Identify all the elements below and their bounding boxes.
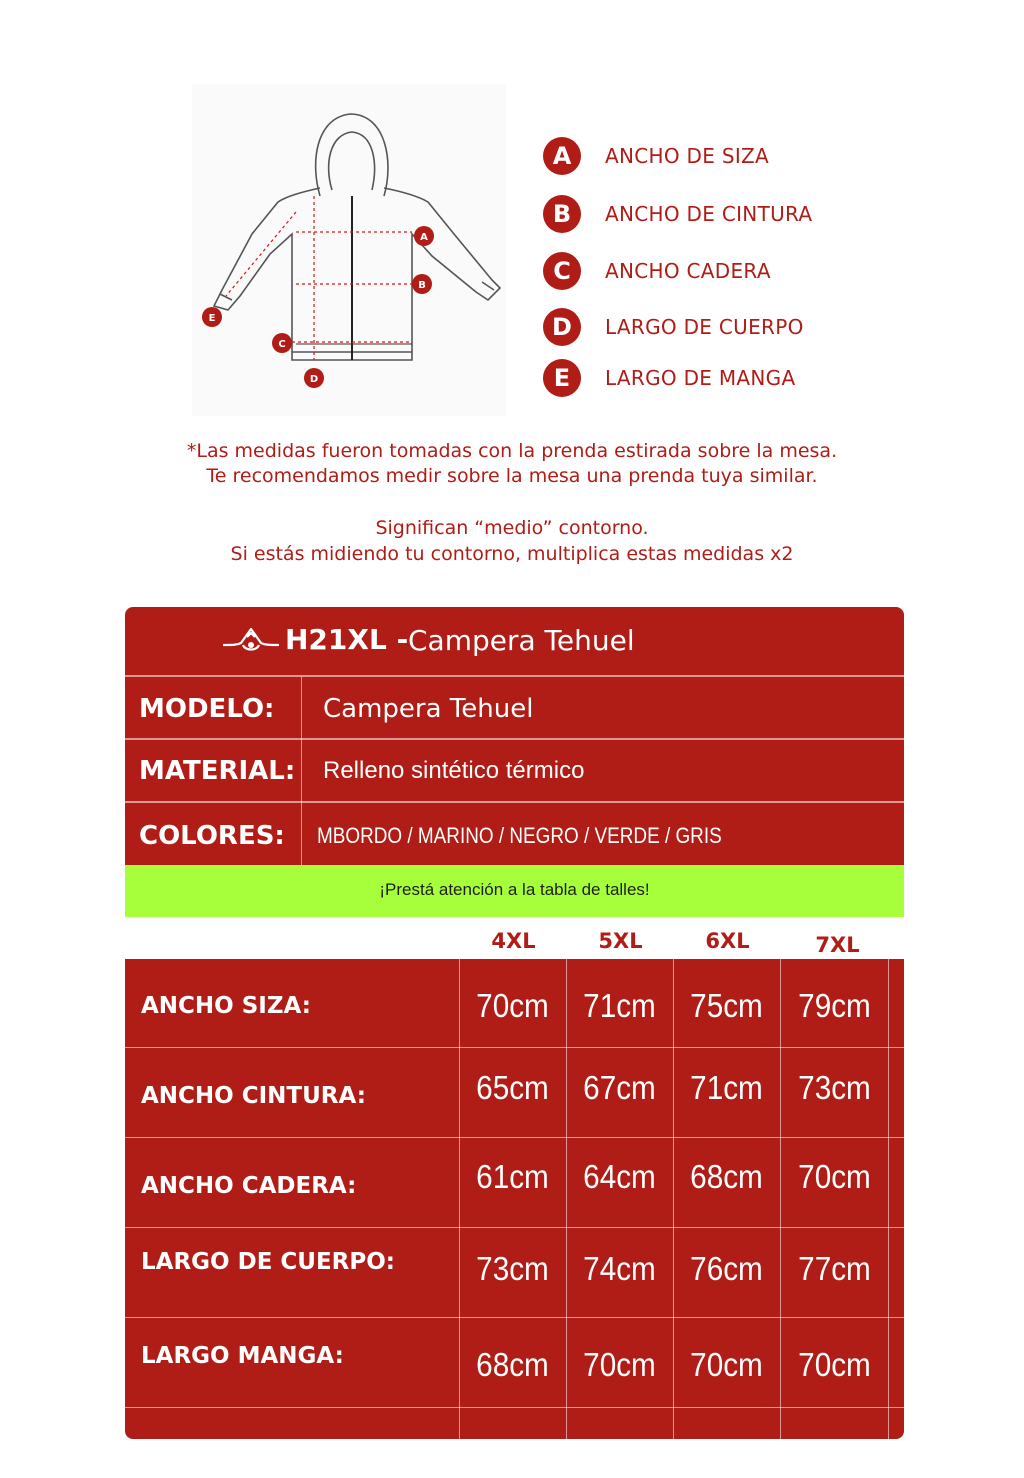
notice-banner — [125, 865, 904, 917]
table-cell: 79cm — [798, 987, 871, 1024]
brand-logo-icon — [221, 623, 281, 657]
divider — [125, 675, 904, 677]
svg-text:D: D — [309, 374, 319, 385]
legend-badge: B — [543, 195, 581, 233]
divider — [673, 959, 674, 1439]
table-cell: 68cm — [690, 1158, 763, 1195]
table-cell: 65cm — [476, 1069, 549, 1106]
divider — [566, 959, 567, 1439]
notice-text: ¡Prestá atención a la tabla de talles! — [379, 880, 650, 899]
row-label-ancho-siza: ANCHO SIZA: — [141, 993, 311, 1019]
size-chart-card — [125, 607, 904, 1439]
table-cell: 61cm — [476, 1158, 549, 1195]
table-cell: 68cm — [476, 1346, 549, 1383]
row-label-ancho-cintura: ANCHO CINTURA: — [141, 1083, 366, 1109]
spec-value-material: Relleno sintético térmico — [323, 757, 585, 784]
note-line: Si estás midiendo tu contorno, multiplica estas medidas x2 — [230, 543, 794, 565]
size-header-4xl: 4XL — [491, 929, 536, 953]
product-code: H21XL - — [285, 623, 409, 656]
table-cell: 74cm — [583, 1250, 656, 1287]
legend-item-a — [543, 137, 769, 175]
divider — [125, 1047, 904, 1048]
svg-text:A: A — [420, 232, 428, 243]
table-cell: 76cm — [690, 1250, 763, 1287]
size-header-6xl: 6XL — [705, 929, 750, 953]
divider — [301, 677, 302, 865]
spec-value-modelo: Campera Tehuel — [323, 694, 534, 724]
table-cell: 71cm — [690, 1069, 763, 1106]
divider — [125, 1137, 904, 1138]
table-cell: 71cm — [583, 987, 656, 1024]
row-label-ancho-cadera: ANCHO CADERA: — [141, 1173, 357, 1199]
legend-item-e — [543, 359, 795, 397]
legend-badge: C — [543, 252, 581, 290]
legend-badge: A — [543, 137, 581, 175]
size-header-7xl: 7XL — [815, 933, 860, 957]
divider — [780, 959, 781, 1439]
spec-value-colores: MBORDO / MARINO / NEGRO / VERDE / GRIS — [317, 823, 722, 848]
legend-label: ANCHO DE CINTURA — [605, 202, 813, 226]
legend-item-c — [543, 252, 771, 290]
divider — [888, 959, 889, 1439]
divider — [459, 959, 460, 1439]
table-cell: 73cm — [476, 1250, 549, 1287]
divider — [125, 1317, 904, 1318]
legend-label: ANCHO DE SIZA — [605, 144, 770, 168]
legend-badge: E — [543, 359, 581, 397]
jacket-illustration — [192, 84, 506, 416]
table-cell: 70cm — [798, 1346, 871, 1383]
table-cell: 77cm — [798, 1250, 871, 1287]
spec-label-material: MATERIAL: — [139, 756, 296, 786]
row-label-largo-manga: LARGO MANGA: — [141, 1343, 344, 1369]
table-cell: 75cm — [690, 987, 763, 1024]
legend-label: LARGO DE MANGA — [605, 366, 796, 390]
table-cell: 73cm — [798, 1069, 871, 1106]
divider — [125, 1407, 904, 1408]
legend-label: LARGO DE CUERPO — [605, 315, 804, 339]
divider — [125, 1227, 904, 1228]
note-line: *Las medidas fueron tomadas con la prenda estirada sobre la mesa. — [186, 440, 838, 462]
row-label-largo-cuerpo: LARGO DE CUERPO: — [141, 1249, 395, 1275]
spec-label-modelo: MODELO: — [139, 694, 275, 724]
table-cell: 64cm — [583, 1158, 656, 1195]
hooded-jacket-diagram-icon — [192, 84, 506, 416]
product-title-row — [125, 607, 904, 675]
legend-label: ANCHO CADERA — [605, 259, 771, 283]
table-cell: 70cm — [798, 1158, 871, 1195]
legend-item-b — [543, 195, 812, 233]
divider — [125, 801, 904, 803]
product-name: Campera Tehuel — [408, 624, 635, 657]
note-line: Significan “medio” contorno. — [375, 517, 649, 539]
table-cell: 70cm — [583, 1346, 656, 1383]
legend-badge: D — [543, 308, 581, 346]
table-cell: 70cm — [690, 1346, 763, 1383]
divider — [125, 738, 904, 740]
svg-text:C: C — [278, 339, 286, 350]
legend-item-d — [543, 308, 804, 346]
svg-text:B: B — [418, 280, 426, 291]
size-header-5xl: 5XL — [598, 929, 643, 953]
note-line: Te recomendamos medir sobre la mesa una prenda tuya similar. — [206, 465, 818, 487]
svg-text:E: E — [208, 313, 216, 324]
table-cell: 67cm — [583, 1069, 656, 1106]
table-cell: 70cm — [476, 987, 549, 1024]
spec-label-colores: COLORES: — [139, 821, 285, 851]
